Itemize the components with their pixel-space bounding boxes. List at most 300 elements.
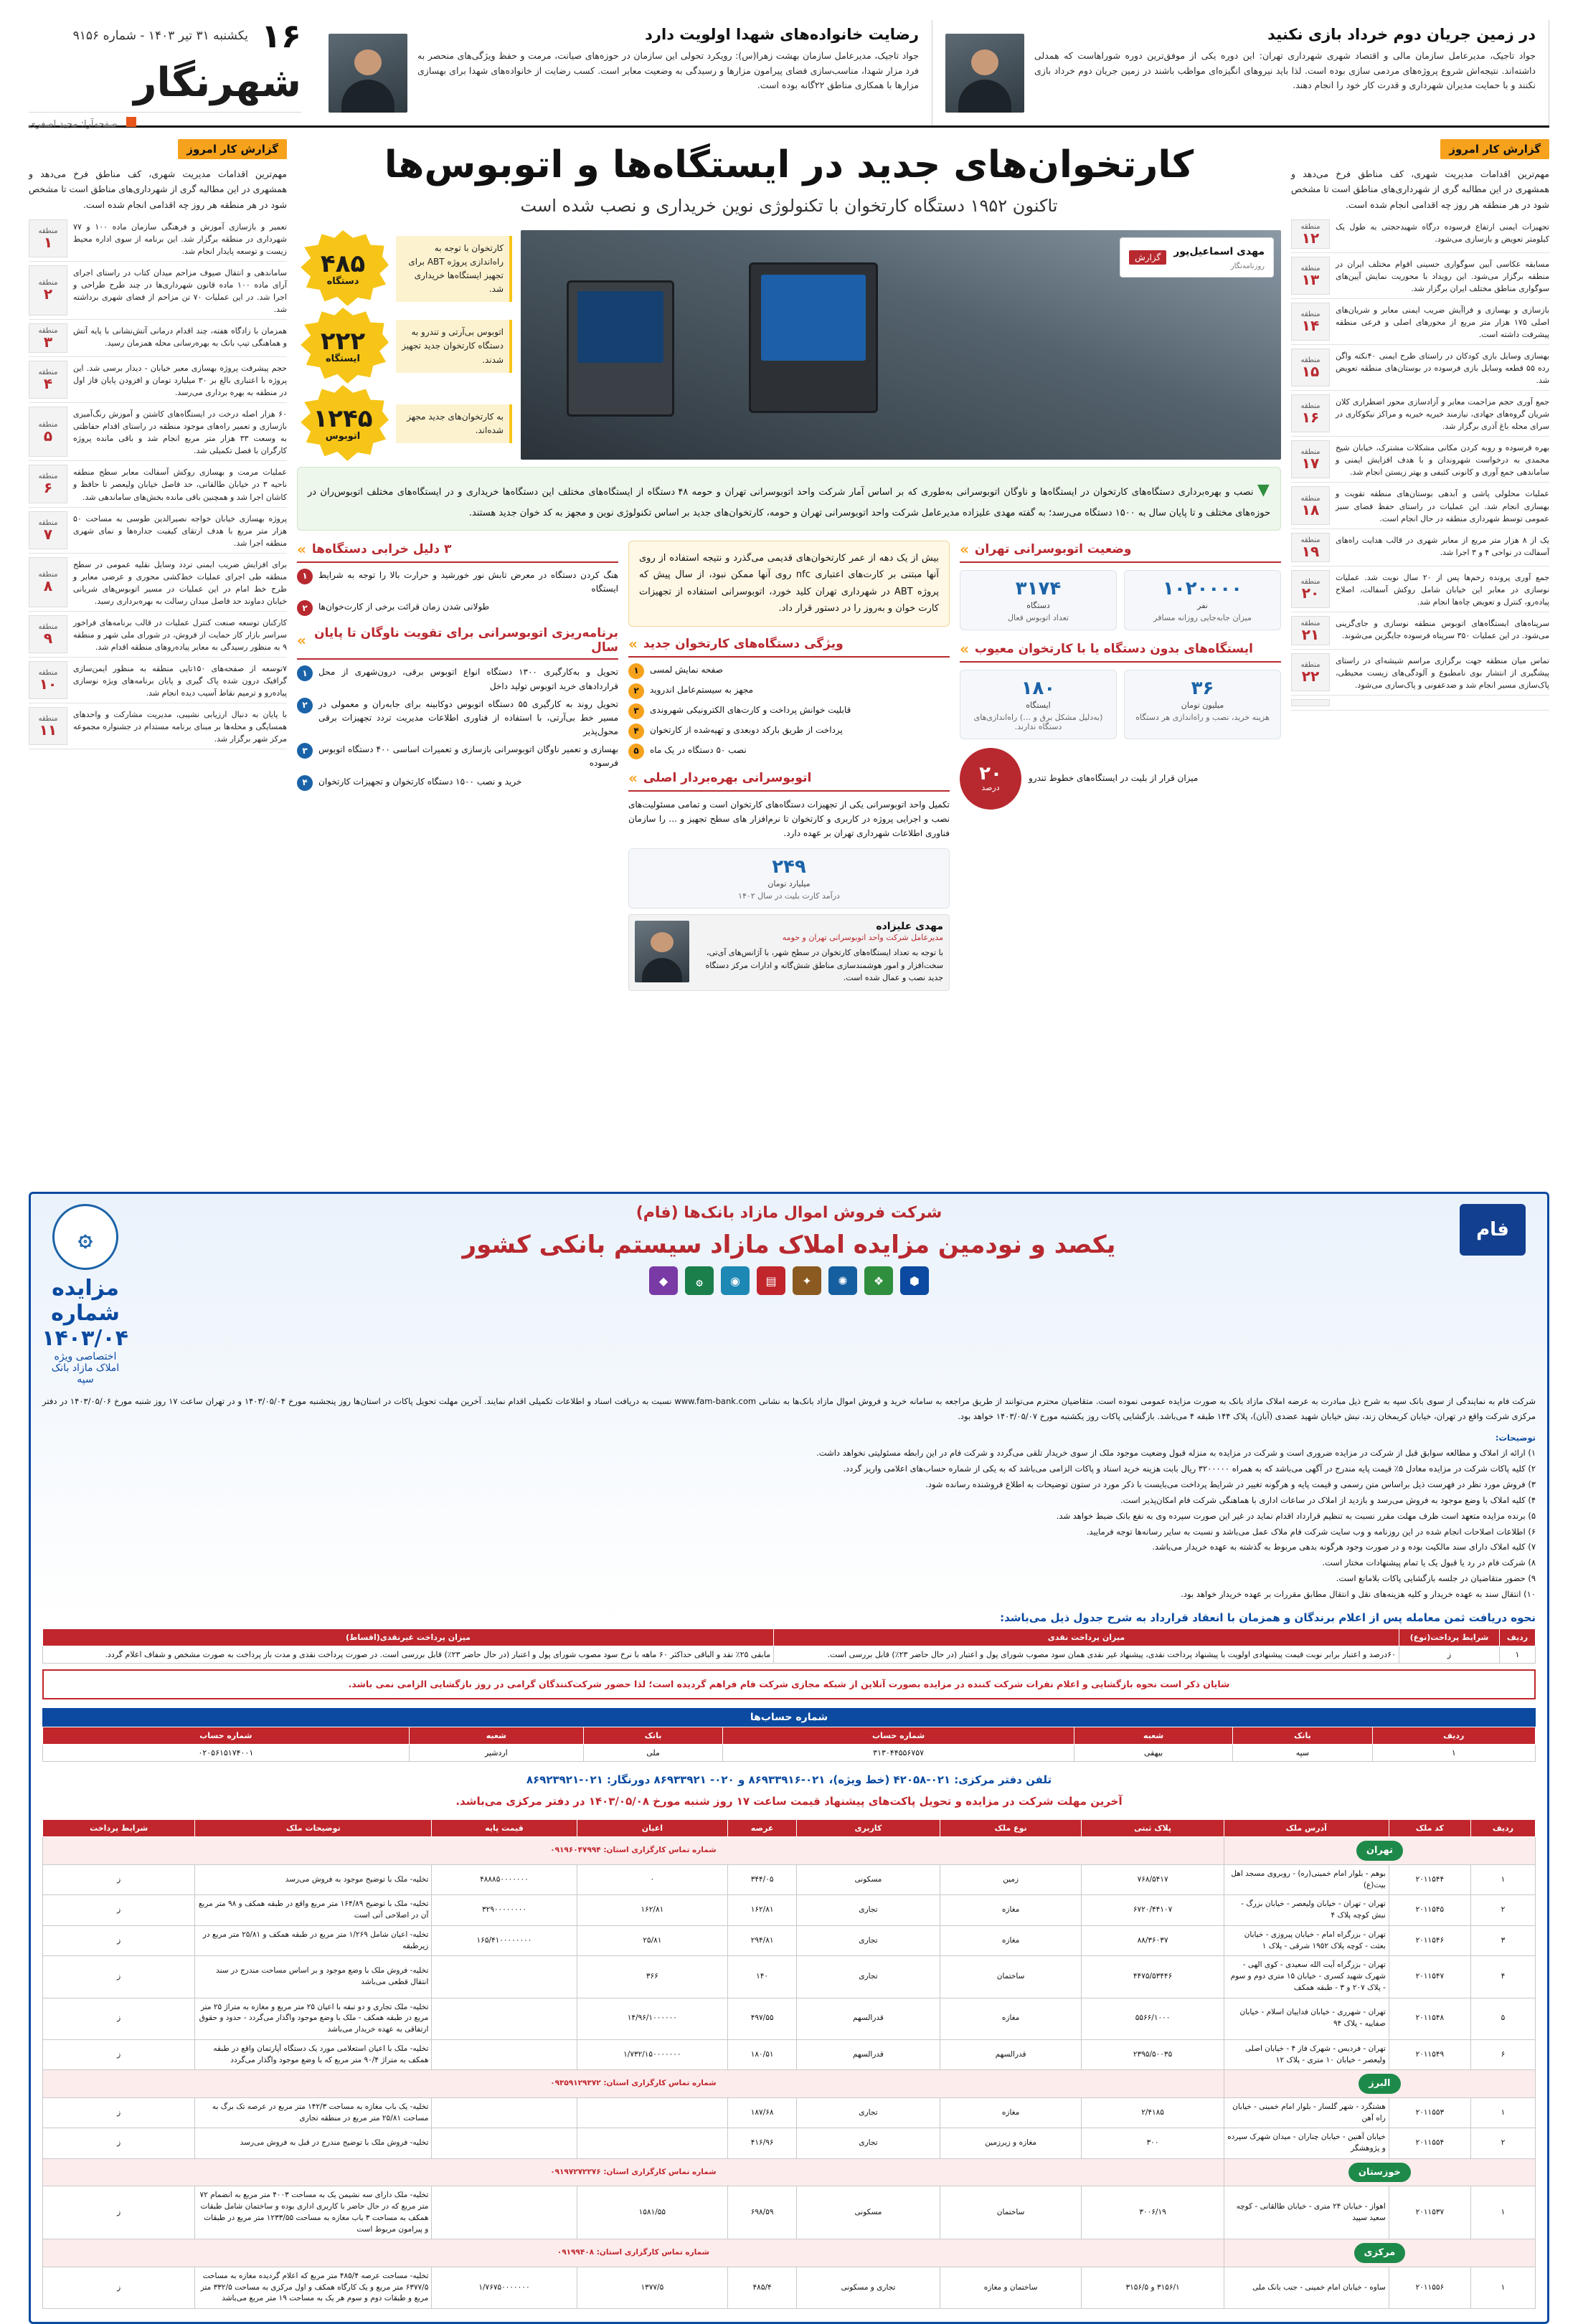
list-item — [29, 661, 287, 703]
program-text: خرید و نصب ۱۵۰۰ دستگاه کارتخوان و تجهیزات کارتخوان — [318, 776, 522, 787]
kpi-label: میزان جابه‌جایی روزانه مسافر — [1153, 612, 1252, 622]
zone-text: پروژه بهسازی خیابان خواجه نصیرالدین طوسی به مساحت ۵۰ هزار متر مربع با هدف ارتقای کیفیت جداره‌ها و نمای شهری منطقه اجرا شد. — [73, 513, 287, 548]
list-item — [29, 511, 287, 554]
sidebar-left-list — [1291, 219, 1549, 711]
cell: ۳۱۳۰۴۴۵۵۶۷۵۷ — [723, 1745, 1074, 1762]
zone-label: منطقه — [1300, 619, 1320, 627]
zone-number: ۷ — [43, 525, 53, 543]
stat-unit: اتوبوس — [325, 430, 361, 442]
zone-label: منطقه — [38, 227, 58, 235]
zone-number: ۴ — [43, 375, 53, 393]
list-item — [29, 615, 287, 658]
payment-table — [42, 1628, 1536, 1664]
features-title-text: ویژگی دستگاه‌های کارتخوان جدید — [643, 636, 844, 651]
phone-numbers: تلفن دفتر مرکزی: ۰۲۱-۴۲۰۵۸ (خط ویژه)، ۰۲۱-۸۶۹۳۳۹۱۶ و ۰۲۰- ۸۶۹۳۳۹۲۱ دورنگار: ۰۲۱-۸۶۹۲۳۹۲۱ — [526, 1773, 1052, 1787]
stat-value: ۱۲۴۵ — [313, 404, 373, 433]
list-item — [628, 724, 950, 739]
article-lead — [297, 467, 1281, 531]
zone-text: برای افزایش ضریب ایمنی تردد وسایل نقلیه عمومی در سطح منطقه طی اجرای عملیات خط‌کشی محوری و عرضی معابر و طرح خط امام در این عملیات در مسیر اتوبوس‌های شریانی خیابان دماوند حد فاصل میدان رسالت به بهره‌برداری رسید. — [73, 559, 287, 606]
cell: ۱ — [1470, 1864, 1535, 1895]
cell: ز — [43, 2097, 195, 2128]
features-title — [628, 635, 950, 658]
fam-logo — [1450, 1204, 1536, 1256]
cell — [432, 1956, 577, 1998]
province-header-row — [43, 2239, 1536, 2267]
list-item — [29, 265, 287, 320]
table-header-row — [43, 1727, 1536, 1745]
table-row — [43, 2039, 1536, 2070]
cell: ۰ — [577, 1864, 728, 1895]
tehran-status-title-text: وضعیت اتوبوسرانی تهران — [974, 541, 1132, 556]
zone-text: یک از ۸ هزار متر مربع از معابر شهری در قالب هدایت راه‌های آسفالت در نواحی ۴ و ۳ اجرا شد. — [1336, 535, 1549, 557]
sepah-bank-emblem — [42, 1204, 128, 1385]
zone-number: ۱ — [43, 233, 53, 251]
zone-text: بهره فرسوده و روبه کردن مکانی مشکلات مشترک، خیابان شیخ محمدی به درخواست شهروندان و با هدف افزایش ایمنی و ساماندهی جمع آوری و کانونی کثیفی و بهتر زیستن انجام شد. — [1336, 443, 1549, 478]
cell: تخلیه- ملک با توضیح ۱۶۴/۸۹ متر مربع واقع در طبقه همکف و ۹۸ متر مربع آن در اصلاحی آتی است — [195, 1895, 432, 1926]
fam-logo-icon: فام — [1460, 1204, 1526, 1256]
orange-square-icon — [126, 117, 136, 127]
card-reader-kiosk — [749, 262, 878, 413]
cell: تجاری — [797, 2097, 940, 2128]
bullet-icon: » — [960, 540, 969, 558]
province-name-cell — [1224, 2158, 1535, 2186]
no-reader-title — [960, 640, 1281, 663]
zone-badge — [1291, 616, 1330, 645]
contact-line — [42, 1769, 1536, 1812]
cell: ز — [43, 1956, 195, 1998]
features-list — [628, 663, 950, 759]
auction-advertisement — [29, 1192, 1549, 2324]
zone-badge — [29, 361, 67, 399]
zone-number: ۲۲ — [1301, 667, 1320, 685]
stat-value: ۴۸۵ — [320, 249, 366, 278]
kpi-unit: دستگاه — [1026, 600, 1050, 610]
cell: زمین — [940, 1864, 1081, 1895]
cell: ۱۸۷/۶۸ — [728, 2097, 797, 2128]
online-note: شایان ذکر است نحوه بازگشایی و اعلام نفرات شرکت کننده در مزایده بصورت آنلاین از شبکه مجازی شرکت فام فراهم گردیده است؛ لذا حضور شرکت‌کنندگان گرامی در روز بازگشایی الزامی نمی باشد. — [42, 1669, 1536, 1700]
cell: ز — [43, 1864, 195, 1895]
table-row — [43, 2097, 1536, 2128]
zone-badge — [1291, 533, 1330, 562]
cell: هشتگرد - شهر گلسار - بلوار امام خمینی - خیابان راه آهن — [1224, 2097, 1389, 2128]
zone-text: با پایان به دنبال ارزیابی نشیبی، مدیریت مشارکت و واحدهای همسایگی و محله‌ها بر مبنای برنامه مستدام در جشنواره مجموعه مرکز شهر برگزار شد. — [73, 710, 287, 744]
percent-kpi-row — [960, 748, 1281, 810]
ad-note: ۶) اطلاعات اصلاحات انجام شده در این روزنامه و وب سایت شرکت فام ملاک عمل می‌باشد و نسبت به سایر رسانه‌ها توجه فرمایید. — [1086, 1526, 1536, 1537]
province-name-cell — [1224, 1837, 1535, 1865]
ad-note: ۴) کلیه املاک با وضع موجود به فروش می‌رسد و بازدید از املاک در ساعات اداری با هماهنگی شرکت فام امکان‌پذیر است. — [1120, 1494, 1536, 1505]
stat-unit: دستگاه — [326, 275, 359, 287]
kpi-label: میزان قرار از بلیت در ایستگاه‌های خطوط تندرو — [1029, 773, 1199, 784]
feature-text: مجهز به سیستم‌عامل اندروید — [650, 684, 754, 695]
kpi-value: ۳۶ — [1191, 677, 1214, 699]
feature-text: صفحه نمایش لمسی — [650, 664, 723, 675]
list-item — [1291, 533, 1549, 566]
reasons-list — [297, 569, 618, 616]
bank-logo-icon: ۞ — [52, 1204, 118, 1270]
kpi-value: ۱۰۲۰۰۰۰ — [1162, 577, 1243, 599]
kpi-value: ۲۰ — [979, 763, 1002, 785]
main-content — [29, 139, 1549, 1179]
properties-table — [42, 1819, 1536, 2309]
cell: ۲۰۱۱۵۴۸ — [1389, 1998, 1470, 2039]
ad-header — [42, 1204, 1536, 1385]
zone-badge — [1291, 699, 1330, 706]
zone-label: منطقه — [38, 715, 58, 724]
cell: ۱۳۷۷/۵ — [577, 2267, 728, 2308]
bullet-icon: » — [960, 640, 969, 658]
cell: ز — [43, 1895, 195, 1926]
list-item — [628, 744, 950, 759]
list-item — [1291, 257, 1549, 299]
province-badge: مرکزی — [1354, 2243, 1406, 2263]
zone-number: ۱۵ — [1301, 363, 1320, 381]
story-body: جواد تاجیک، مدیرعامل سازمان مالی و اقتصاد شهری شهرداری تهران: این دوره یکی از موفق‌ترین دوره شوراهاست که همدلی داشته‌اند. نتیجه‌اش شروع پروژه‌های مردمی سازی بوده است. لذا باید نیروهای انگیزه‌ای مواظب باشند در زمین جریان دوم خرداد بازی نکنند و با حمایت مدیران شهرداری و قدرت کار خود را انجام دهند. — [1034, 50, 1536, 91]
masthead-brand — [29, 16, 316, 130]
cell: ۵۵۶۶/۱۰۰۰ — [1082, 1998, 1224, 2039]
bank-logo-icon: ⬢ — [900, 1266, 929, 1295]
ad-body-text: شرکت فام به نمایندگی از سوی بانک سپه به شرح ذیل مبادرت به عرضه املاک مازاد بانک به صورت مزایده عمومی نموده است. متقاضیان محترم می‌توانند از طریق مراجعه به سامانه خرید و فروش اموال مازاد بانک‌ها به نشانی www.fam-bank.com نسبت به دریافت اسناد و اطلاعات تکمیلی اقدام نمایند. آخرین مهلت تحویل پاکات در استان‌ها روز پنجشنبه مورخ ۱۴۰۳/۰۵/۰۴ و در تهران ساعت ۱۷ روز شنبه مورخ ۱۴۰۳/۰۵/۰۶ در دفتر مرکزی شرکت واقع در تهران، خیابان کریمخان زند، نبش خیابان شهید عضدی (آبان)، پلاک ۱۴۴ طبقه ۴ می‌باشد. بازگشایی پاکات روز یکشنبه مورخ ۱۴۰۳/۰۵/۰۷ خواهد بود. — [42, 1396, 1536, 1422]
article-header — [297, 139, 1281, 223]
article-col-features — [628, 541, 950, 991]
list-item — [1291, 699, 1549, 711]
zone-number: ۱۳ — [1301, 270, 1320, 288]
cell: خیابان آهنین - خیابان چناران - میدان شهرک سپرده و پژوهشگر — [1224, 2128, 1389, 2159]
kpi-value: ۱۸۰ — [1021, 677, 1056, 699]
col-header: پلاک ثبتی — [1082, 1820, 1224, 1837]
cell: ۱۶۲/۸۱ — [577, 1895, 728, 1926]
sidebar-left-tag: گزارش کار امروز — [1440, 139, 1549, 159]
cell: ۲/۴۱۸۵ — [1082, 2097, 1224, 2128]
cell: ز — [43, 2186, 195, 2239]
cell: ۱ — [1470, 2186, 1535, 2239]
reporter-name: مهدی اسماعیل‌پور — [1173, 246, 1265, 257]
cell: مغازه و زیرزمین — [940, 2128, 1081, 2159]
list-item — [1291, 486, 1549, 528]
cell: ۲۰۱۱۵۵۴ — [1389, 2128, 1470, 2159]
ad-center — [143, 1204, 1435, 1295]
cell: ۲ — [1470, 2128, 1535, 2159]
cell: ساختمان — [940, 1956, 1081, 1998]
index-badge: ۵ — [628, 744, 644, 759]
cell: ۲۰۱۱۵۴۹ — [1389, 2039, 1470, 2070]
zone-number: ۲ — [43, 285, 53, 303]
table-row — [43, 1925, 1536, 1956]
feature-text: نصب ۵۰ دستگاه در یک ماه — [650, 744, 747, 755]
zone-label: منطقه — [38, 622, 58, 631]
zone-label: منطقه — [1300, 660, 1320, 669]
tehran-status-title — [960, 541, 1281, 563]
cell: تخلیه- ملک دارای سه نشیمن یک به مساحت ۴۰۰۳ متر مربع به انضمام ۷۲ متر مربع که در حال حاضر با کاربری اداری بوده و ساختمان شامل طبقات همکف به مساحت ۳ باب مغازه به مساحت ۱۲۳۳/۵۵ متر مربع در طبقات و پیرامون مربوط است — [195, 2186, 432, 2239]
zone-label: منطقه — [1300, 264, 1320, 272]
cell: تخلیه- مساحت عرصه ۴۸۵/۴ متر مربع که اعلام گردیده مغازه به مساحت ۶۳۷۷/۵ متر مربع و یک کارگاه همکف و اول مرکزی به مساحت ۳۳۲/۵ متر مربع و طبقات دوم و سوم هر یک به مساحت ۱۹ متر مربع می‌باشد — [195, 2267, 432, 2308]
province-badge: البرز — [1359, 2074, 1400, 2094]
brand-row — [133, 60, 301, 106]
cell: ز — [1399, 1646, 1500, 1663]
col-header: توضیحات ملک — [195, 1820, 432, 1837]
zone-badge — [29, 323, 67, 353]
program-title — [297, 626, 618, 660]
starburst-icon — [297, 230, 389, 308]
sidebar-right-tag: گزارش کار امروز — [178, 139, 287, 159]
tehran-kpis — [960, 570, 1281, 630]
zone-label: منطقه — [38, 327, 58, 336]
list-item — [29, 323, 287, 357]
cell: ساختمان — [940, 2186, 1081, 2239]
stat-caption: به کارتخوان‌های جدید مجهز شده‌اند. — [396, 404, 512, 443]
col-header: کاربری — [797, 1820, 940, 1837]
table-header-row — [43, 1628, 1536, 1646]
zone-text: مسابقه عکاسی آیین سوگواری حسینی اقوام مختلف ایران در منطقه برگزار می‌شود. این رویداد با محوریت نمایش آیین‌های سوگواری مناطق مختلف ایران برگزار شد. — [1336, 259, 1549, 293]
cell: ساوه - خیابان امام خمینی - جنب بانک ملی — [1224, 2267, 1389, 2308]
zone-label: منطقه — [38, 279, 58, 288]
person-role: مدیرعامل شرکت واحد اتوبوسرانی تهران و حومه — [782, 932, 943, 942]
zone-label: منطقه — [1300, 356, 1320, 365]
zone-number: ۳ — [43, 333, 53, 351]
cell: ۱۸۰/۵۱ — [728, 2039, 797, 2070]
bus-service-text: تکمیل واحد اتوبوسرانی یکی از تجهیزات دستگاه‌های کارتخوان است و تمامی مسئولیت‌های نصب و اجرایی پروژه در کاربری و کارتخوان تا نرم‌افزار های سطح تجهیز و ... را سازمان فناوری اطلاعات شهرداری تهران بر عهده دارد. — [628, 799, 950, 839]
cell: ۳۴۴/۰۵ — [728, 1864, 797, 1895]
index-badge: ۲ — [297, 698, 313, 713]
cell: ۶۰درصد و اعتبار برابر نوبت قیمت پیشنهادی اولویت با پیشنهاد پرداخت نقدی، پیشنهاد غیر نقدی همان سود مصوب شورای پول و اعتبار (در حال حاضر ۲۳٪) قابل بررسی است. — [773, 1646, 1399, 1663]
cell: تخلیه- یک باب مغازه به مساحت ۱۴۲/۳ متر مربع در عرصه تک برگ به مساحت ۲۵/۸۱ متر مربع در منطقه تجاری — [195, 2097, 432, 2128]
kpi-circle — [960, 748, 1021, 810]
accounts-title: شماره حساب‌ها — [42, 1708, 1536, 1727]
cell: ۴۱۶/۹۶ — [728, 2128, 797, 2159]
list-item — [628, 703, 950, 719]
no-reader-kpis — [960, 670, 1281, 739]
zone-label: منطقه — [1300, 310, 1320, 318]
list-item — [628, 663, 950, 679]
zone-number: ۱۱ — [39, 721, 57, 739]
payment-table-title: نحوه دریافت ثمن معامله پس از اعلام برندگان و همزمان با انعقاد قرارداد به شرح جدول ذیل می‌باشد: — [1000, 1611, 1536, 1624]
zone-label: منطقه — [1300, 577, 1320, 586]
page-title: کارتخوان‌های جدید در ایستگاه‌ها و اتوبوس‌ها — [384, 143, 1194, 186]
cell: ۱/۷۳۲/۱۵۰۰۰۰۰۰۰ — [577, 2039, 728, 2070]
table-row — [43, 1956, 1536, 1998]
cell: مابقی ۲۵٪ نقد و الباقی حداکثر ۶۰ ماهه با نرخ سود مصوب شورای پول و اعتبار (در حال حاضر ۲۳٪) قابل بررسی است. در صورت پرداخت نقدی و مدت باز پرداخت به صورت مشخص و شفاف اعلام گردد. — [43, 1646, 774, 1663]
reasons-title-text: ۳ دلیل خرابی دستگاه‌ها — [311, 541, 452, 556]
zone-text: کارکنان توسعه صنعت کنترل عملیات در قالب برنامه‌های فراخور سراسر بازار کار حمایت از فروش، در شورای ملی شهر و منطقه ۹ به منظور رسیدگی به معابر پیاده‌روهای منطقه اقدام شد. — [73, 617, 287, 652]
zone-number: ۱۸ — [1301, 501, 1320, 518]
zone-badge — [29, 265, 67, 316]
issue-date: یکشنبه ۳۱ تیر ۱۴۰۳ - شماره ۹۱۵۶ — [72, 28, 248, 43]
cell: ۱ — [1500, 1646, 1536, 1663]
kpi-card — [628, 848, 950, 909]
cell: ۲۹۴/۸۱ — [728, 1925, 797, 1956]
cell: ۷۶۸/۵۴۱۷ — [1082, 1864, 1224, 1895]
cell: ملی — [583, 1745, 722, 1762]
province-contact: شماره تماس کارگزاری استان: ۰۹۱۹۹۴۰۸ — [43, 2239, 1224, 2267]
kpi-unit: میلیون تومان — [1181, 700, 1224, 710]
cell: ۴ — [1470, 1956, 1535, 1998]
cell: تخلیه- فروش ملک با وضع موجود و بر اساس مساحت مندرج در سند انتقال قطعی می‌باشد — [195, 1956, 432, 1998]
table-header-row — [43, 1820, 1536, 1837]
list-item — [29, 707, 287, 749]
zone-badge — [1291, 653, 1330, 691]
cell: ۲۳۹۵/۵۰۰۳۵ — [1082, 2039, 1224, 2070]
sidebar-right-intro: مهم‌ترین اقدامات مدیریت شهری، کف مناطق فرخ می‌دهد و همشهری در این مطالبه گری از شهرداری‌های مناطق است تا مشخص شود در هر منطقه هر روز چه اقدامی انجام شده است. — [29, 169, 287, 210]
kpi-unit: نفر — [1197, 600, 1208, 610]
zone-number: ۸ — [43, 577, 53, 595]
hero-photo — [521, 230, 1281, 460]
zone-badge — [29, 557, 67, 607]
list-item — [1291, 653, 1549, 696]
bullet-icon: » — [628, 635, 638, 653]
zone-number: ۱۷ — [1301, 455, 1320, 473]
list-item — [29, 361, 287, 403]
cell: ۴۹۷/۵۵ — [728, 1998, 797, 2039]
zone-badge — [1291, 303, 1330, 341]
cell: ساختمان و مغازه — [940, 2267, 1081, 2308]
cell — [432, 2128, 577, 2159]
col-header: ردیف — [1500, 1628, 1536, 1646]
starburst-icon — [297, 385, 389, 463]
zone-label: منطقه — [38, 420, 58, 429]
col-header: شرایط پرداخت — [43, 1820, 195, 1837]
program-text: تحویل و به‌کارگیری ۱۳۰۰ دستگاه انواع اتوبوس برقی، درون‌شهری از محل قراردادهای خرید اتوبوس تولید داخل — [318, 667, 618, 691]
article-lead-text: نصب و بهره‌برداری دستگاه‌های کارتخوان در ایستگاه‌ها و ناوگان اتوبوسرانی به‌طوری که بر اساس آمار شرکت واحد اتوبوسرانی تهران و حومه ۴۸ دستگاه از ایستگاه‌های مختلف این دستگاه‌ها خریداری و در ایستگاه‌های مختلف اتوبوس‌ران در حوزه‌های مختلف و تا پایان سال به ۱۵۰۰ دستگاه می‌رسد؛ به گفته مهدی علیزاده مدیرعامل شرکت واحد اتوبوسرانی تهران و حومه، کارتخوان‌های جدید بر اساس تکنولوژی نوین و مجهز به کد خوان جدید هستند. — [308, 487, 1270, 518]
reporter-role: روزنامه‌نگار — [1230, 262, 1265, 270]
stat-row — [297, 230, 512, 308]
kpi-label: تعداد اتوبوس فعال — [1008, 612, 1069, 622]
cell: ۲۰۱۱۵۴۴ — [1389, 1864, 1470, 1895]
col-header: قیمت پایه — [432, 1820, 577, 1837]
kpi-label: (به‌دلیل مشکل برق و …) راه‌اندازی‌های دستگاه ندارند. — [973, 712, 1103, 731]
bullet-icon: » — [628, 769, 638, 787]
bank-logo-icon: ◆ — [649, 1266, 678, 1295]
zone-badge — [1291, 570, 1330, 608]
zone-label: منطقه — [38, 669, 58, 678]
table-row — [43, 1895, 1536, 1926]
cell: اهواز - خیابان ۲۴ متری - خیابان طالقانی - کوچه سعید سپید — [1224, 2186, 1389, 2239]
cell: مسکونی — [797, 2186, 940, 2239]
article-hero — [297, 230, 1281, 460]
kpi-card — [960, 670, 1117, 739]
col-header: بانک — [583, 1727, 722, 1745]
cell: ۲۰۱۱۵۵۶ — [1389, 2267, 1470, 2308]
ad-note: ۷) کلیه املاک دارای سند مالکیت بوده و در صورت وجود هرگونه بدهی مربوط به گذشته به عهده خریدار می‌باشد. — [1152, 1542, 1536, 1552]
cell: ۶۹۸/۵۹ — [728, 2186, 797, 2239]
list-item — [297, 569, 618, 596]
stat-unit: ایستگاه — [326, 353, 360, 364]
cell: قدرالسهم — [940, 2039, 1081, 2070]
reason-text: طولانی شدن زمان قرائت برخی از کارت‌خوان‌ها — [318, 602, 490, 612]
col-header: شعبه — [1074, 1727, 1232, 1745]
auction-number: مزایده شماره ۱۴۰۳/۰۴ — [42, 1276, 128, 1351]
list-item — [29, 407, 287, 461]
zone-text: تماس میان منطقه جهت برگزاری مراسم شیشه‌ای در راستای پیشگیری از انتشار بوی نامطبوع و آلودگی‌های زیست محیطی، پاک‌سازی مسیر انجام شد و ضدعفونی و پاک‌سازی می‌شود. — [1336, 655, 1549, 690]
cell: ز — [43, 1998, 195, 2039]
kpi-card — [960, 570, 1117, 630]
list-item — [1291, 348, 1549, 391]
starburst-icon — [297, 308, 389, 385]
table-row — [43, 2267, 1536, 2308]
cell: ۵ — [1470, 1998, 1535, 2039]
zone-number: ۲۰ — [1301, 584, 1320, 602]
stat-value: ۲۲۲ — [320, 326, 366, 356]
zone-badge — [1291, 257, 1330, 295]
story-title: رضایت خانواده‌های شهدا اولویت دارد — [645, 26, 919, 43]
list-item — [297, 665, 618, 693]
bank-logo-icon: ✺ — [828, 1266, 857, 1295]
zone-badge — [1291, 440, 1330, 478]
zone-number: ۱۲ — [1301, 229, 1320, 247]
col-header: شماره حساب — [723, 1727, 1074, 1745]
col-header: میزان پرداخت نقدی — [773, 1628, 1399, 1646]
list-item — [1291, 570, 1549, 612]
zone-text: سرپناه‌های ایستگاه‌های اتوبوس منطقه نوسازی و جای‌گزینی می‌شود. در این عملیات ۳۵۰ سرپناه فرسوده جایگزین می‌شوند. — [1336, 618, 1549, 640]
cell: سپه — [1233, 1745, 1372, 1762]
article-col-stats — [960, 541, 1281, 991]
feature-text: پرداخت از طریق بارکد دوبعدی و تهیه‌شده از کارتخوان — [650, 724, 843, 735]
zone-number: ۱۶ — [1301, 409, 1320, 427]
accounts-table — [42, 1727, 1536, 1762]
cell: تخلیه- ملک با توضیح موجود به فروش می‌رسد — [195, 1864, 432, 1895]
cell: ۱ — [1372, 1745, 1535, 1762]
reporter-byline — [1120, 237, 1274, 278]
cell: ۱۴/۹۶/۱۰۰۰۰۰۰ — [577, 1998, 728, 2039]
zone-badge — [29, 407, 67, 457]
cell: ۲ — [1470, 1895, 1535, 1926]
zone-text: ۶۰ هزار اصله درخت در ایستگاه‌های کاشتن و آموزش رنگ‌آمیزی بازسازی و تعمیر راه‌های موجود منطقه در راستای اقدام حفاظتی به وسعت ۳۳ هزار متر مربع انجام شد و باقی مانده پروژه کارگران با فصل تکمیلی شد. — [73, 409, 287, 456]
province-header-row — [43, 1837, 1536, 1865]
col-header: شرایط پرداخت(نوع) — [1399, 1628, 1500, 1646]
cell — [432, 2039, 577, 2070]
cell — [432, 1998, 577, 2039]
index-badge: ۲ — [297, 600, 313, 616]
program-title-text: برنامه‌ریزی اتوبوسرانی برای تقویت ناوگان تا پایان سال — [314, 626, 618, 655]
list-item — [628, 683, 950, 699]
zone-number: ۱۴ — [1301, 316, 1320, 334]
cell: ۴۸۵/۴ — [728, 2267, 797, 2308]
cell: ۱۶۵/۴۱۰۰۰۰۰۰۰۰ — [432, 1925, 577, 1956]
cell: تخلیه- ملک تجاری و دو تبقه با اعیان ۲۵ متر مربع و مغازه به متراژ ۲۵ متر مربع در طبقه همکف - ملک با وضع موجود واگذار می‌گردد - حدود و حقوق ارتفاقی به عهده خریدار می‌باشد — [195, 1998, 432, 2039]
zone-label: منطقه — [38, 571, 58, 579]
zone-text: عملیات مرمت و بهسازی روکش آسفالت معابر سطح منطقه ناحیه ۳ در خیابان طالقانی، حد فاصل خیابان ولیعصر تا حافظ و کاشان اجرا شد و همچنین باقی مانده بخش‌های ساماندهی شد. — [73, 468, 287, 502]
zone-text: جمع آوری حجم مزاحمت معابر و آزادسازی محور اضطراری کلان شریان گروه‌های جهادی، نیازمند خیریه خیریه و مراکز نیکوکاری در سرای محله باغ آذری برگزار شد. — [1336, 397, 1549, 432]
list-item — [29, 557, 287, 612]
zone-badge — [1291, 394, 1330, 432]
ad-note: ۹) حضور متقاضیان در جلسه بازگشایی پاکات بلامانع است. — [1336, 1573, 1536, 1584]
zone-label: منطقه — [1300, 402, 1320, 411]
cell: ۳۲۹۰۰۰۰۰۰۰۰ — [432, 1895, 577, 1926]
col-header: آدرس ملک — [1224, 1820, 1389, 1837]
cell: ۱۵۸۱/۵۵ — [577, 2186, 728, 2239]
table-row — [43, 1646, 1536, 1663]
list-item — [1291, 219, 1549, 253]
zone-number: ۹ — [43, 629, 53, 647]
cell: ز — [43, 2128, 195, 2159]
list-item — [297, 698, 618, 739]
list-item — [1291, 303, 1549, 345]
cell: مغازه — [940, 1998, 1081, 2039]
person-quote: با توجه به تعداد ایستگاه‌های کارتخوان در سطح شهر، با آژانس‌های آی‌تی، سخت‌افزار و امور هوشمندسازی مناطق شش‌گانه و ادارات مرکز دستگاه جدید نصب و عمال شده است. — [705, 948, 943, 983]
zone-text: همزمان با زادگاه هفته، چند اقدام درمانی آتش‌نشانی با پایه آتش و هماهنگی تیپ بانک به بهره‌رسانی محله همزمان رسید. — [73, 326, 287, 348]
list-item — [29, 219, 287, 262]
reasons-title — [297, 541, 618, 563]
cell: ۲۰۱۱۵۴۵ — [1389, 1895, 1470, 1926]
bank-logo-icon: ✦ — [793, 1266, 821, 1295]
cell: ۴۸۸۸۵۰۰۰۰۰۰۰ — [432, 1864, 577, 1895]
article-middle — [297, 541, 1281, 991]
cell: تجاری — [797, 1895, 940, 1926]
zone-label: منطقه — [1300, 494, 1320, 503]
article — [297, 139, 1281, 1179]
cell: بیهقی — [1074, 1745, 1232, 1762]
col-header: شعبه — [409, 1727, 583, 1745]
cell: ۳۰۰۶/۱۹ — [1082, 2186, 1224, 2239]
cell: ز — [43, 2267, 195, 2308]
